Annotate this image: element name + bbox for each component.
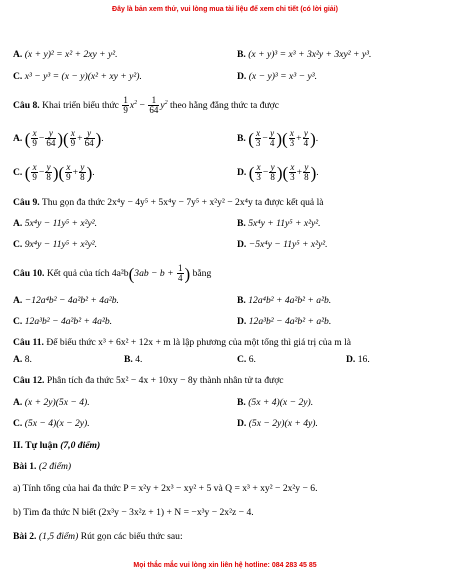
q10-option-b: B. 12a⁴b² + 4a²b² + a²b. bbox=[237, 295, 332, 306]
q9-option-c: C. 9x⁴y − 11y⁵ + x²y². bbox=[13, 239, 98, 250]
q8-option-d: D. ( $\frac{x}{3}$ − $\frac{y}{8}$ )( $\frac{x}{3}$ + $\frac{y}{8}$ ). bbox=[237, 162, 319, 183]
section-heading: II. Tự luận (7,0 điểm) bbox=[13, 440, 101, 451]
q12-stem: Câu 12. Phân tích đa thức 5x² − 4x + 10xy − 8y thành nhân tử ta được bbox=[13, 375, 284, 386]
q11-option-c: C. 6. bbox=[237, 354, 256, 365]
bai2-heading: Bài 2. (1,5 điểm) Rút gọn các biểu thức sau: bbox=[13, 531, 183, 542]
preview-notice-banner: Đây là bản xem thử, vui lòng mua tài liệu để xem chi tiết (có lời giải) bbox=[112, 6, 338, 13]
q7-option-d: D. (x − y)³ = x³ − y³. bbox=[237, 71, 317, 82]
bai1-heading: Bài 1. (2 điểm) bbox=[13, 461, 72, 472]
q8-option-a: A. ( $\frac{x}{9}$ − $\frac{y}{64}$ )( $\frac{x}{9}$ + $\frac{y}{64}$ ). bbox=[13, 128, 104, 149]
q12-option-c: C. (5x − 4)(x − 2y). bbox=[13, 418, 90, 429]
bai1-part-b: b) Tìm đa thức N biết (2x³y − 3x²z + 1) + N = −x³y − 2x²z − 4. bbox=[13, 507, 254, 518]
q9-option-d: D. −5x⁴y − 11y⁵ + x²y². bbox=[237, 239, 328, 250]
q7-option-a: A. (x + y)² = x² + 2xy + y². bbox=[13, 49, 118, 60]
q9-option-a: A. 5x⁴y − 11y⁵ + x²y². bbox=[13, 218, 98, 229]
fraction: $\frac{1}{64}$ bbox=[149, 95, 159, 116]
q7-option-c: C. x³ − y³ = (x − y)(x² + xy + y²). bbox=[13, 71, 142, 82]
q7-option-b: B. (x + y)³ = x³ + 3x²y + 3xy² + y³. bbox=[237, 49, 372, 60]
q8-option-b: B. ( $\frac{x}{3}$ − $\frac{y}{4}$ )( $\frac{x}{3}$ + $\frac{y}{4}$ ). bbox=[237, 128, 319, 149]
q10-option-a: A. −12a⁴b² − 4a²b² + 4a²b. bbox=[13, 295, 119, 306]
q11-option-a: A. 8. bbox=[13, 354, 32, 365]
q10-stem: Câu 10. Kết quả của tích 4a²b(3ab − b + $\frac{1}{4}$ ) bằng bbox=[13, 263, 212, 284]
q9-stem: Câu 9. Thu gọn đa thức 2x⁴y − 4y⁵ + 5x⁴y − 7y⁵ + x²y² − 2x⁴y ta được kết quả là bbox=[13, 197, 324, 208]
q9-option-b: B. 5x⁴y + 11y⁵ + x²y². bbox=[237, 218, 321, 229]
q12-option-b: B. (5x + 4)(x − 2y). bbox=[237, 397, 314, 408]
q8-option-c: C. ( $\frac{x}{9}$ − $\frac{y}{8}$ )( $\frac{x}{9}$ + $\frac{y}{8}$ ). bbox=[13, 162, 95, 183]
q8-stem: Câu 8. Khai triển biểu thức $\frac{1}{9}$ $x^2$ − $\frac{1}{64}$ $y^2$ theo hằng đẳng thức ta được bbox=[13, 95, 279, 116]
q11-stem: Câu 11. Để biểu thức x³ + 6x² + 12x + m là lập phương của một tổng thì giá trị của m là bbox=[13, 337, 352, 348]
bai1-part-a: a) Tính tổng của hai đa thức P = x²y + 2x³ − xy² + 5 và Q = x³ + xy² − 2x²y − 6. bbox=[13, 483, 318, 494]
q10-option-d: D. 12a³b² − 4a²b² + a²b. bbox=[237, 316, 332, 327]
q12-option-d: D. (5x − 2y)(x + 4y). bbox=[237, 418, 318, 429]
q12-option-a: A. (x + 2y)(5x − 4). bbox=[13, 397, 90, 408]
hotline-footer: Mọi thắc mắc vui lòng xin liên hệ hotline: 084 283 45 85 bbox=[133, 562, 317, 569]
fraction: $\frac{1}{9}$ bbox=[123, 95, 128, 116]
q10-option-c: C. 12a³b² − 4a²b² + 4a²b. bbox=[13, 316, 113, 327]
q11-option-b: B. 4. bbox=[124, 354, 143, 365]
q11-option-d: D. 16. bbox=[346, 354, 370, 365]
